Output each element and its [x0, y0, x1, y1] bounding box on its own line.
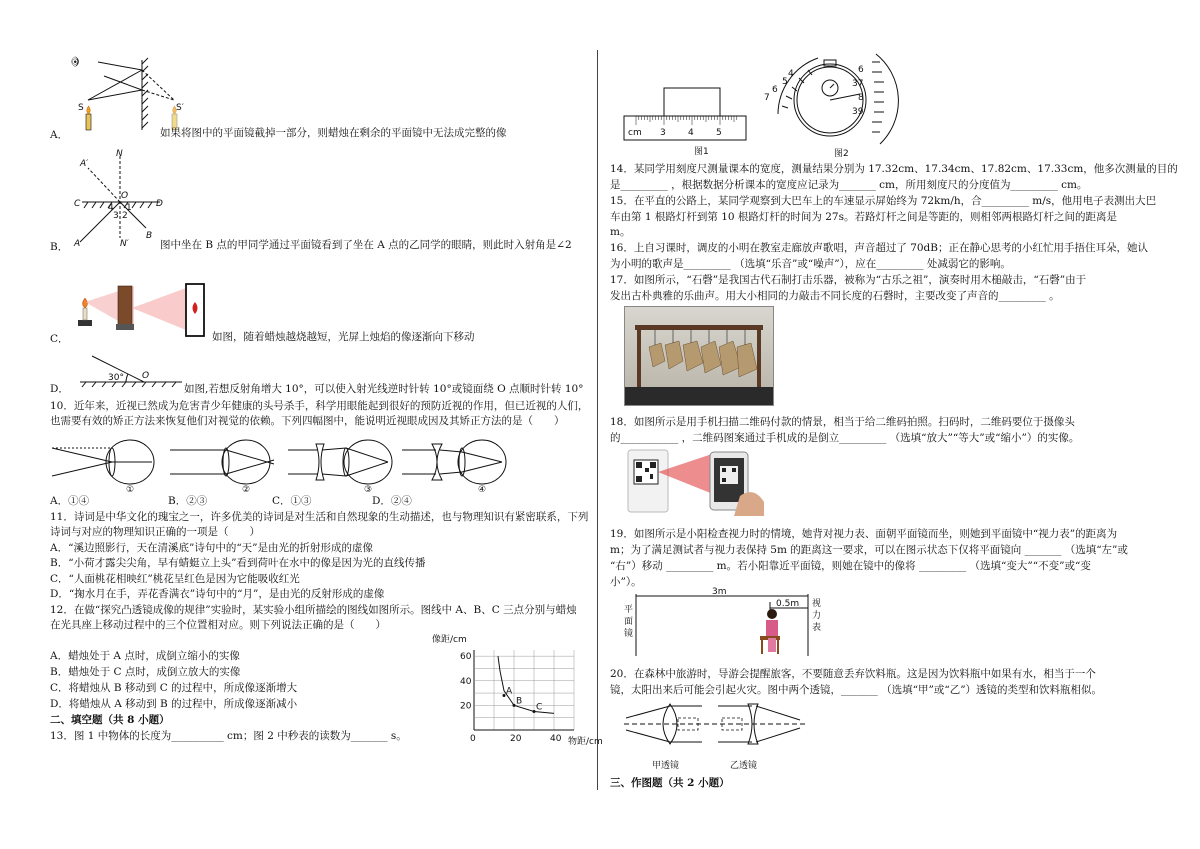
ruler-unit: cm — [628, 128, 642, 138]
q19-line2: m；为了满足测试者与视力表保持 5m 的距离这一要求，可以在图示状态下仅将平面镜向 _______ （选填“左”或 — [610, 544, 1128, 556]
q10-option-d: D．②④ — [372, 495, 412, 507]
chart-xlabel: 物距/cm — [568, 737, 603, 747]
eye-test-figure — [622, 587, 822, 662]
label-30-degree: 30° — [108, 373, 124, 383]
option-a-text: 如果将图中的平面镜截掉一部分，则蜡烛在剩余的平面镜中无法成完整的像 — [160, 127, 507, 139]
chart-ytick: 60 — [460, 652, 472, 663]
chart-label-2: 力 — [812, 611, 822, 621]
lens-yi-label: 乙透镜 — [730, 761, 758, 771]
q12-option-d: D．将蜡烛从 A 移动到 B 的过程中，所成像逐渐减小 — [50, 698, 298, 710]
label-angle-2: 2 — [122, 211, 128, 221]
label-o: O — [121, 191, 129, 201]
chart-ytick: 40 — [460, 676, 472, 687]
mirror-label-3: 镜 — [624, 629, 634, 639]
left-column — [48, 0, 603, 849]
q11-line2: 诗词与对应的物理知识正确的一项是（ ） — [50, 526, 260, 538]
q17-line1: 17．如图所示，“石磬”是我国古代石制打击乐器，被称为“古乐之祖”，演奏时用木槌敲击，“石磬”由于 — [610, 274, 1087, 286]
option-c-letter: C． — [50, 333, 69, 345]
q17-line2: 发出古朴典雅的乐曲声。用大小相同的力敲击不同长度的石磬时，主要改变了声音的_________ 。 — [610, 290, 1060, 302]
stone-chime-photo — [624, 306, 774, 406]
option-c-text: 如图，随着蜡烛越烧越短，光屏上烛焰的像逐渐向下移动 — [212, 331, 475, 343]
dial-num-4: 4 — [788, 69, 794, 79]
svg-text:👁: 👁 — [69, 56, 79, 68]
chart-point-label: C — [536, 702, 543, 713]
q20-line2: 镜，太阳出来后可能会引起火灾。图中两个透镜，_______ （选填“甲”或“乙”）透镜的类型和饮料瓶相似。 — [610, 684, 1103, 696]
chart-point-label: B — [516, 696, 523, 707]
q18-line1: 18．如图所示是用手机扫描二维码付款的情景，相当于给二维码拍照。扫码时，二维码要位于摄像头 — [610, 416, 1075, 428]
chart-xtick: 0 — [470, 734, 476, 744]
dist-0.5m: 0.5m — [776, 599, 800, 609]
label-n-prime: N′ — [120, 239, 129, 249]
q16-line1: 16．上自习课时，调皮的小明在教室走廊放声歌唱，声音超过了 70dB；正在静心思考的小红忙用手捂住耳朵，她认 — [610, 242, 1148, 254]
q12-line1: 12．在做“探究凸透镜成像的规律”实验时，某实验小组所描绘的图线如图所示。图线中 A、B、C 三点分别与蜡烛 — [50, 604, 577, 616]
q10-line1: 10．近年来，近视已然成为危害青少年健康的头号杀手，科学用眼能起到很好的预防近视的作用，但已近视的人们， — [50, 400, 589, 412]
q11-option-a: A．“溪边照影行，天在清溪底”诗句中的“天”是由光的折射形成的虚像 — [50, 542, 374, 554]
fig2-caption: 图2 — [834, 149, 849, 159]
reflection-angle-figure — [74, 150, 174, 250]
diagram-1-label: ① — [126, 485, 135, 495]
label-n: N — [116, 149, 123, 159]
q11-option-d: D．“掬水月在手，弄花香满衣”诗句中的“月”，是由光的反射形成的虚像 — [50, 588, 385, 600]
q10-line2: 也需要有效的矫正方法来恢复他们对视觉的依赖。下列四幅图中，能说明近视眼成因及其矫正方法的是（ ） — [50, 415, 565, 427]
label-s: S — [78, 103, 84, 113]
q15-line2: 车由第 1 根路灯杆到第 10 根路灯杆的时间为 27s。若路灯杆之间是等距的，则相邻两根路灯杆之间的距离是 — [610, 211, 1117, 223]
q10-option-a: A．①④ — [50, 495, 90, 507]
q11-line1: 11．诗词是中华文化的瑰宝之一，许多优美的诗词是对生活和自然现象的生动描述，也与物理知识有紧密联系，下列 — [50, 511, 589, 523]
chart-label-3: 表 — [812, 623, 822, 633]
dial-num-8: 8 — [858, 93, 864, 103]
q19-line3: “右”）移动 _________ m。若小阳靠近平面镜，则她在镜中的像将 _________ （选填“变大”“不变”或“变 — [610, 560, 1091, 572]
option-d-letter: D． — [50, 383, 69, 395]
q15-line1: 15．在平直的公路上，某同学观察到大巴车上的车速显示屏始终为 72km/h，合_________ m/s，他用电子表测出大巴 — [610, 195, 1157, 207]
dial-num-6: 6 — [772, 85, 778, 95]
q18-line2: 的___________ ，二维码图案通过手机成的是倒立_________ （选填“放大”“等大”或“缩小”）的实像。 — [610, 432, 1080, 444]
option-b-letter: B． — [50, 241, 69, 253]
diagram-3-label: ③ — [364, 485, 373, 495]
eye-diagrams — [52, 434, 512, 494]
dial-num-37: 37 — [852, 79, 864, 89]
dial-num-5: 5 — [782, 77, 788, 87]
image-distance-chart — [398, 632, 603, 750]
chart-xtick: 20 — [510, 734, 522, 744]
qr-scan-photo — [624, 446, 768, 516]
q19-line1: 19．如图所示是小阳检查视力时的情境，她背对视力表、面朝平面镜而坐，则她到平面镜中“视力表”的距离为 — [610, 528, 1118, 540]
label-d: D — [156, 199, 163, 209]
chart-label-1: 视 — [812, 599, 822, 609]
q16-line2: 为小明的歌声是_________ （选填“乐音”或“噪声”），应在_________ 处减弱它的影响。 — [610, 258, 1011, 270]
label-b: B — [146, 231, 153, 241]
q15-line3: m。 — [610, 226, 631, 238]
chart-point-label: A — [506, 686, 513, 697]
ruler-figure — [620, 86, 750, 156]
chart-ylabel: 像距/cm — [432, 635, 467, 645]
section-3-heading: 三、作图题（共 2 小题） — [610, 777, 730, 789]
lens-jia-label: 甲透镜 — [652, 761, 680, 771]
q10-option-c: C．①③ — [272, 495, 312, 507]
label-a-prime: A′ — [80, 159, 89, 169]
q13-text: 13．图 1 中物体的长度为__________ cm；图 2 中秒表的读数为_______ s。 — [50, 730, 407, 742]
q12-option-a: A．蜡烛处于 A 点时，成倒立缩小的实像 — [50, 650, 240, 662]
ruler-tick-5: 5 — [716, 128, 722, 138]
pinhole-figure — [74, 280, 214, 342]
diagram-4-label: ④ — [478, 485, 487, 495]
label-s-prime: S′ — [176, 103, 184, 113]
q14-line1: 14．某同学用刻度尺测量课本的宽度，测量结果分别为 17.32cm、17.34cm、17.82cm、17.33cm，他多次测量的目的 — [610, 163, 1178, 175]
chart-series-line — [498, 656, 554, 713]
chart-xtick: 40 — [550, 734, 562, 744]
q10-option-b: B．②③ — [168, 495, 208, 507]
q12-line2: 在光具座上移动过程中的三个位置相对应。则下列说法正确的是（ ） — [50, 619, 386, 631]
q12-option-c: C．将蜡烛从 B 移动到 C 的过程中，所成像逐渐增大 — [50, 682, 298, 694]
ruler-tick-4: 4 — [688, 128, 694, 138]
fig1-caption: 图1 — [694, 147, 709, 157]
ruler-tick-3: 3 — [660, 128, 666, 138]
mirror-label-1: 平 — [624, 605, 634, 615]
dial-num-39: 39 — [852, 107, 864, 117]
q11-option-b: B．“小荷才露尖尖角，早有蜻蜓立上头”看到荷叶在水中的像是因为光的直线传播 — [50, 557, 426, 569]
dist-3m: 3m — [712, 587, 727, 597]
stopwatch-figure — [764, 54, 928, 159]
label-c: C — [74, 199, 81, 209]
lens-figure — [622, 700, 812, 774]
option-b-text: 图中坐在 B 点的甲同学通过平面镜看到了坐在 A 点的乙同学的眼睛，则此时入射角是∠2 — [160, 239, 572, 251]
option-d-text: 如图,若想反射角增大 10°，可以使入射光线逆时针转 10°或镜面绕 O 点顺时针转 10° — [184, 383, 584, 395]
label-angle-3: 3 — [113, 211, 119, 221]
q12-option-b: B．蜡烛处于 C 点时，成倒立放大的实像 — [50, 666, 241, 678]
label-o-point: O — [142, 371, 150, 381]
label-angle-1: 1 — [126, 203, 132, 213]
label-a: A — [74, 239, 81, 249]
right-column — [608, 0, 1178, 849]
q14-line2: 是_________ ，根据数据分析课本的宽度应记录为_______ cm，所用刻度尺的分度值为_________ cm。 — [610, 179, 1088, 191]
section-2-heading: 二、填空题（共 8 小题） — [50, 714, 170, 726]
q19-line4: 小”）。 — [610, 576, 642, 588]
option-a-letter: A． — [50, 129, 69, 141]
mirror-label-2: 面 — [624, 617, 634, 627]
dial-num-6-right: 6 — [858, 65, 864, 75]
q11-option-c: C．“人面桃花相映红”桃花呈红色是因为它能吸收红光 — [50, 573, 300, 585]
q20-line1: 20．在森林中旅游时，导游会提醒旅客，不要随意丢弃饮料瓶。这是因为饮料瓶中如果有水，相当于一个 — [610, 668, 1096, 680]
diagram-2-label: ② — [242, 485, 251, 495]
label-angle-4: 4 — [108, 203, 114, 213]
dial-num-7: 7 — [764, 93, 770, 103]
mirror-angle-figure — [76, 352, 186, 388]
chart-ytick: 20 — [460, 701, 472, 712]
